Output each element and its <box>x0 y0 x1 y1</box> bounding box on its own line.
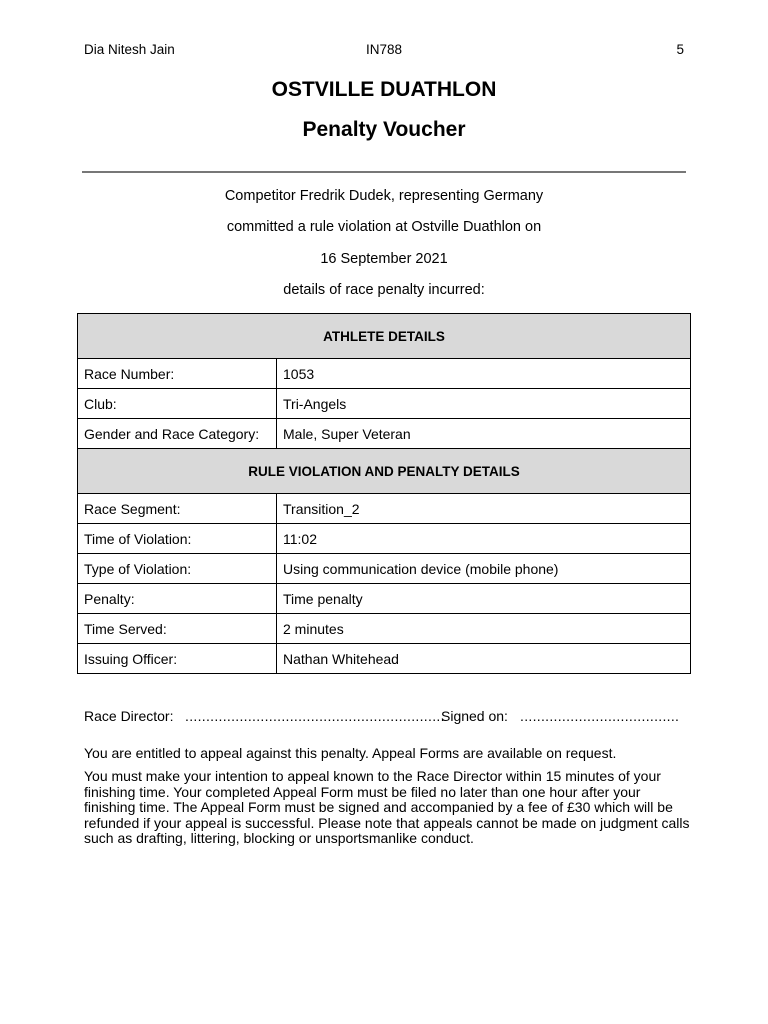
intro-line-2: committed a rule violation at Ostville Duathlon on <box>226 219 542 235</box>
appeal-info-paragraph: You are entitled to appeal against this penalty. Appeal Forms are available on request. <box>84 745 617 761</box>
header-document-code: IN788 <box>366 42 403 57</box>
row-label: Time Served: <box>78 614 277 644</box>
row-value: 11:02 <box>277 524 691 554</box>
page-header <box>84 42 684 60</box>
row-value: Using communication device (mobile phone) <box>277 554 691 584</box>
section-header-row <box>78 314 691 359</box>
row-value: Male, Super Veteran <box>277 419 691 449</box>
row-value: Transition_2 <box>277 494 691 524</box>
intro-line-1: Competitor Fredrik Dudek, representing Germany <box>224 188 544 204</box>
row-label: Type of Violation: <box>78 554 277 584</box>
appeal-rules-paragraph: You must make your intention to appeal known to the Race Director within 15 minutes of your finishing time. Your completed Appeal Form must be filed no later than one hour after your finishing time. The Appeal Form must be signed and accompanied by a fee of £30 which will be refunded if your appeal is successful. Please note that appeals cannot be made on judgment calls such as drafting, littering, blocking or unsportsmanlike conduct. <box>84 768 690 846</box>
race-director-label: Race Director: <box>84 708 174 724</box>
table-row <box>78 614 691 644</box>
section-athlete-details: ATHLETE DETAILS <box>78 314 691 359</box>
header-page-number: 5 <box>676 42 684 57</box>
table-row <box>78 524 691 554</box>
row-value: 2 minutes <box>277 614 691 644</box>
race-director-signature-field: .............................................................. <box>185 708 445 724</box>
row-label: Gender and Race Category: <box>78 419 277 449</box>
intro-line-3: 16 September 2021 <box>320 251 448 267</box>
section-header-row <box>78 449 691 494</box>
signed-on-date-field: ...................................... <box>520 708 680 724</box>
row-label: Penalty: <box>78 584 277 614</box>
row-label: Issuing Officer: <box>78 644 277 674</box>
section-violation-details: RULE VIOLATION AND PENALTY DETAILS <box>78 449 691 494</box>
table-row <box>78 554 691 584</box>
table-row <box>78 359 691 389</box>
document-title: OSTVILLE DUATHLON <box>271 78 497 101</box>
row-label: Race Number: <box>78 359 277 389</box>
table-row <box>78 494 691 524</box>
row-value: 1053 <box>277 359 691 389</box>
penalty-details-table <box>77 313 691 674</box>
table-row <box>78 584 691 614</box>
row-label: Race Segment: <box>78 494 277 524</box>
table-row <box>78 419 691 449</box>
divider <box>82 171 686 173</box>
intro-line-4: details of race penalty incurred: <box>283 282 485 298</box>
row-label: Club: <box>78 389 277 419</box>
row-value: Nathan Whitehead <box>277 644 691 674</box>
row-label: Time of Violation: <box>78 524 277 554</box>
table-row <box>78 389 691 419</box>
table-row <box>78 644 691 674</box>
signed-on-label: Signed on: <box>441 708 508 724</box>
document-subtitle: Penalty Voucher <box>302 118 466 141</box>
row-value: Time penalty <box>277 584 691 614</box>
row-value: Tri-Angels <box>277 389 691 419</box>
header-author-name: Dia Nitesh Jain <box>84 42 175 57</box>
